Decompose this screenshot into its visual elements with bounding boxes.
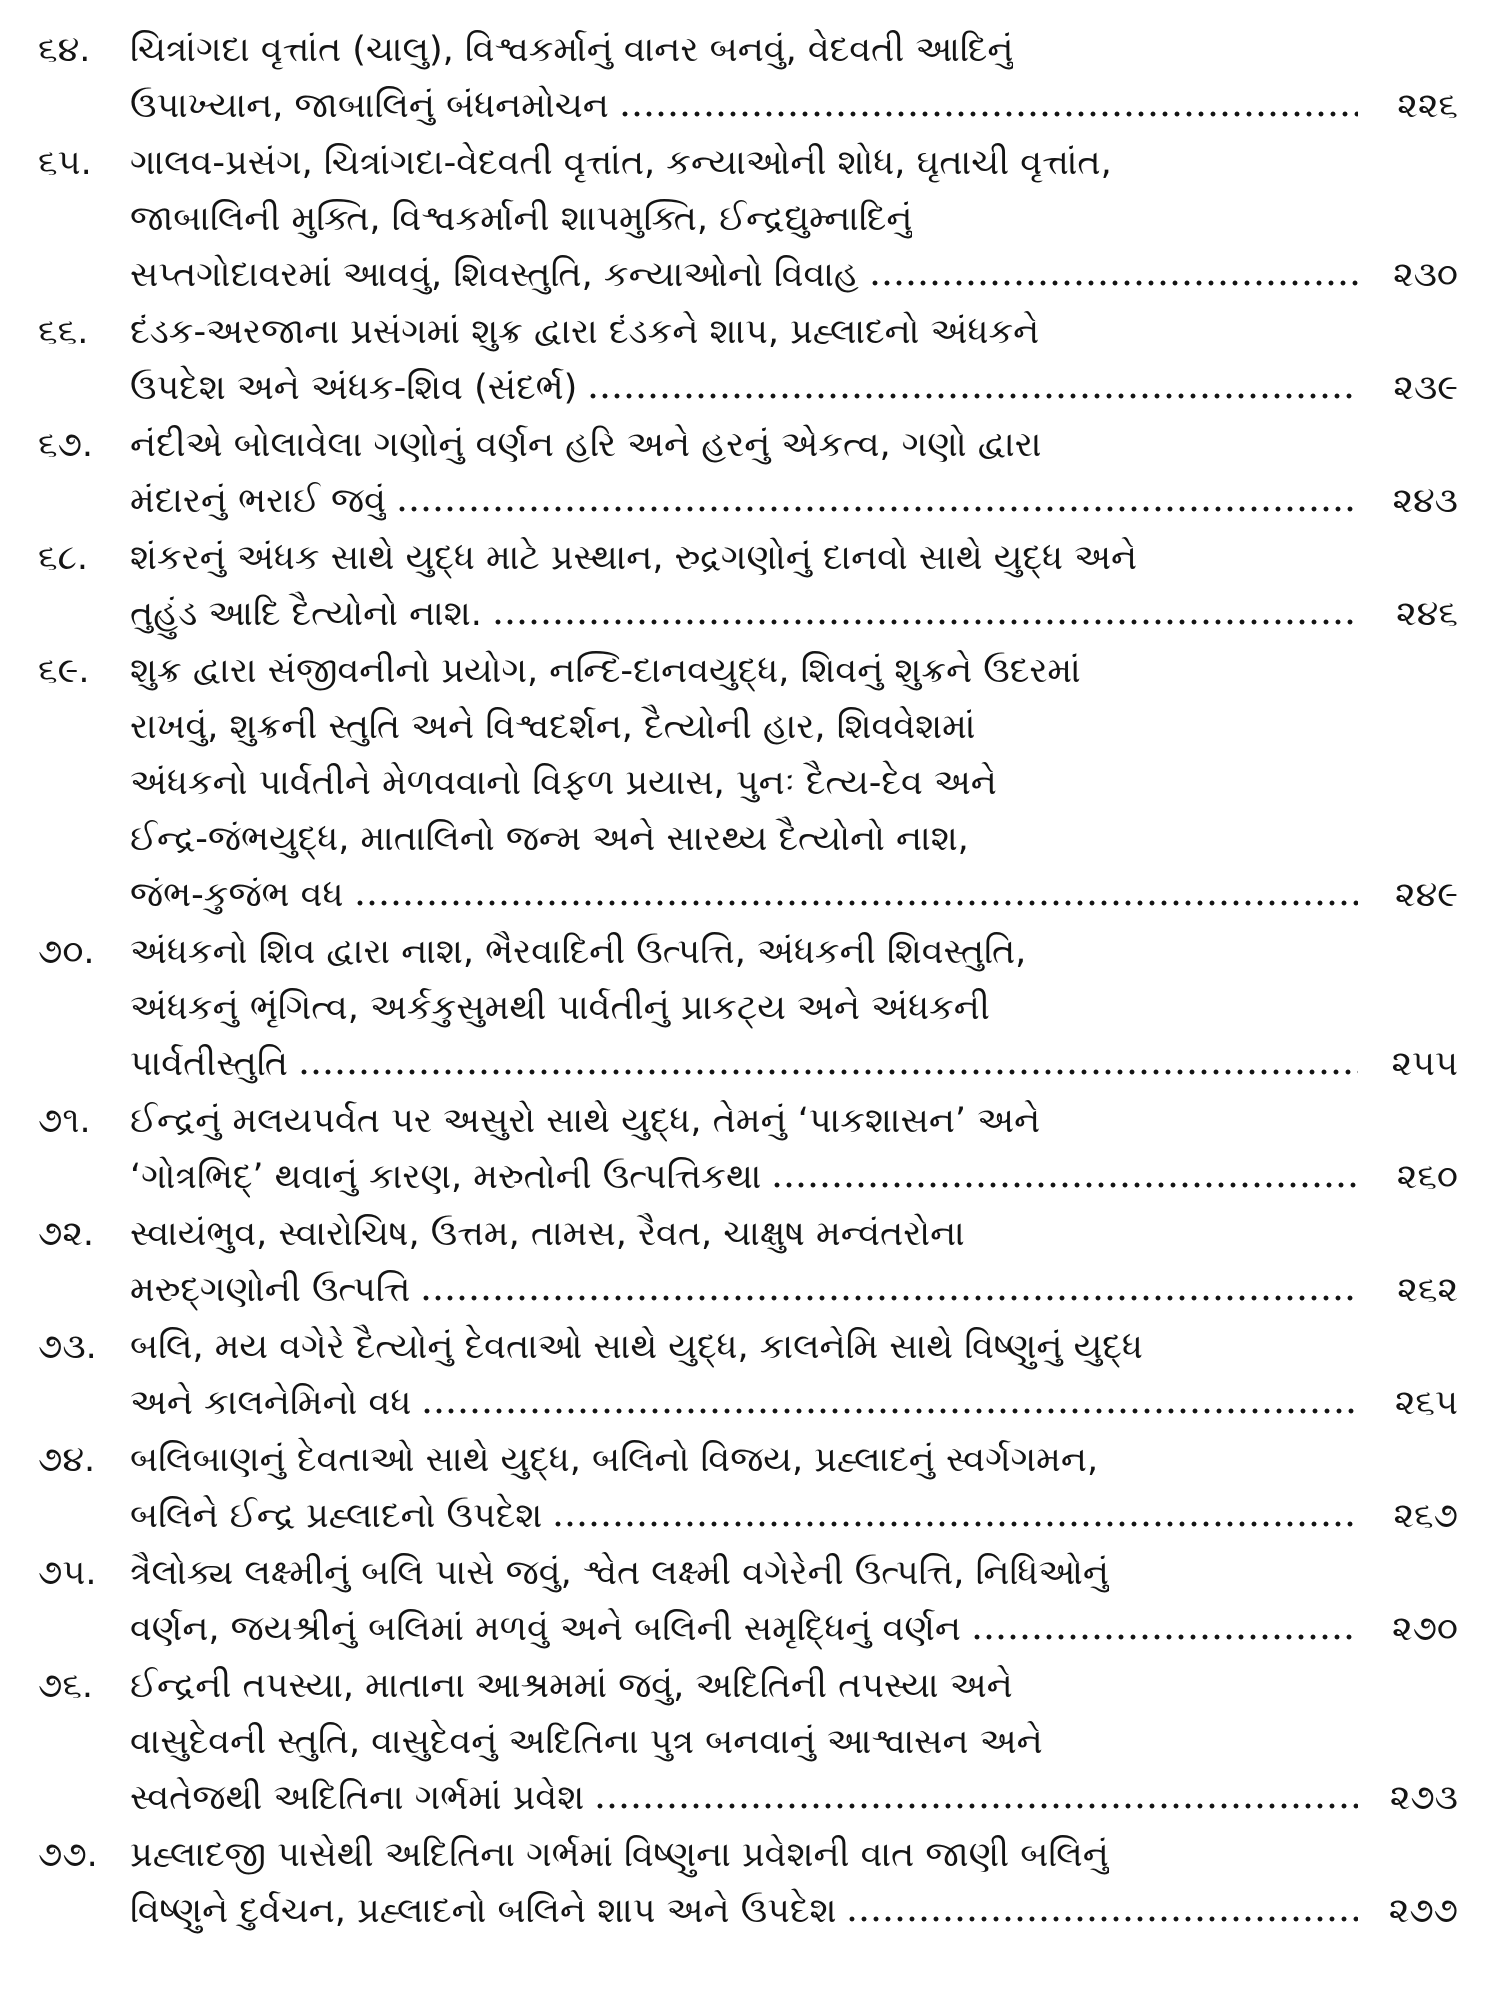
toc-line [38,1883,1458,1939]
chapter-title-line: મરુદ્ગણોની ઉત્પત્તિ [130,1270,411,1310]
toc-entry [38,1545,1458,1657]
toc-line [38,811,1458,867]
chapter-title-line: ઈન્દ્ર-જંભયુદ્ધ, માતાલિનો જન્મ અને સારથ્ય દૈત્યોનો નાશ, [130,819,969,859]
toc-line [38,1375,1458,1431]
chapter-number: ૭૭. [38,1835,98,1875]
toc-entry [38,1432,1458,1544]
chapter-number: ૭૫. [38,1553,97,1593]
page-number: ૨૪૯ [1395,875,1458,915]
toc-line [38,699,1458,755]
page-number: ૨૩૯ [1393,368,1458,408]
chapter-title-line: ઉપદેશ અને અંધક-શિવ (સંદર્ભ) [130,368,578,408]
toc-line [38,1319,1458,1375]
toc-line [38,191,1458,247]
toc-line [38,135,1458,191]
page-number: ૨૬૨ [1397,1270,1458,1310]
dot-leader [420,1294,1358,1302]
toc-entry [38,1827,1458,1939]
toc-line [38,78,1458,134]
dot-leader [298,1068,1358,1076]
toc-line [38,1036,1458,1092]
dot-leader [846,1915,1358,1923]
toc-entry [38,1319,1458,1431]
dot-leader [771,1181,1358,1189]
toc-entry [38,1093,1458,1205]
chapter-title-line: જંભ-કુજંભ વધ [130,875,344,915]
dot-leader [869,279,1358,287]
chapter-title-line: સપ્તગોદાવરમાં આવવું, શિવસ્તુતિ, કન્યાઓનો વિવાહ [130,255,859,295]
chapter-number: ૭૦. [38,932,95,972]
toc-line [38,1770,1458,1826]
chapter-title-line: ચિત્રાંગદા વૃત્તાંત (ચાલુ), વિશ્વકર્માનું વાનર બનવું, વેદવતી આદિનું [130,30,1014,70]
toc-line [38,1262,1458,1318]
toc-line [38,247,1458,303]
chapter-number: ૬૫. [38,143,92,183]
chapter-title-line: મંદારનું ભરાઈ જવું [130,481,386,521]
toc-entry [38,924,1458,1092]
page-number: ૨૩૦ [1393,255,1458,295]
chapter-title-line: પ્રહ્લાદજી પાસેથી અદિતિના ગર્ભમાં વિષ્ણુના પ્રવેશની વાત જાણી બલિનું [130,1835,1109,1875]
chapter-title-line: અંધકનો શિવ દ્વારા નાશ, ભૈરવાદિની ઉત્પત્તિ, અંધકની શિવસ્તુતિ, [130,932,1027,972]
toc-entry [38,22,1458,134]
chapter-title-line: જાબાલિની મુક્તિ, વિશ્વકર્માની શાપમુક્તિ, ઈન્દ્રદ્યુમ્નાદિનું [130,199,913,239]
chapter-title-line: ત્રૈલોક્ય લક્ષ્મીનું બલિ પાસે જવું, શ્વેત લક્ષ્મી વગેરેની ઉત્પત્તિ, નિધિઓનું [130,1553,1110,1593]
toc-entry [38,304,1458,416]
toc-entry [38,1206,1458,1318]
toc-line [38,1488,1458,1544]
toc-line [38,1093,1458,1149]
dot-leader [619,110,1358,118]
page-number: ૨૭૭ [1388,1891,1458,1931]
toc-line [38,22,1458,78]
chapter-title-line: સ્વાયંભુવ, સ્વારોચિષ, ઉત્તમ, તામસ, રૈવત, ચાક્ષુષ મન્વંતરોના [130,1214,965,1254]
chapter-title-line: શુક્ર દ્વારા સંજીવનીનો પ્રયોગ, નન્દિ-દાનવયુદ્ધ, શિવનું શુક્રને ઉદરમાં [130,651,1081,691]
chapter-number: ૭૪. [38,1440,96,1480]
page-number: ૨૪૩ [1392,481,1458,521]
toc-line [38,755,1458,811]
toc-line [38,586,1458,642]
toc-line [38,1658,1458,1714]
toc-line [38,643,1458,699]
chapter-number: ૬૬. [38,312,89,352]
toc-line [38,473,1458,529]
toc-entry [38,643,1458,923]
page-number: ૨૭૦ [1392,1609,1458,1649]
toc-line [38,1714,1458,1770]
chapter-number: ૭૩. [38,1327,97,1367]
chapter-title-line: ‘ગોત્રભિદ્’ થવાનું કારણ, મરુતોની ઉત્પત્તિકથા [130,1157,762,1197]
chapter-title-line: ઈન્દ્રનું મલયપર્વત પર અસુરો સાથે યુદ્ધ, તેમનું ‘પાકશાસન’ અને [130,1101,1041,1141]
page-number: ૨૬૭ [1393,1496,1458,1536]
chapter-title-line: બલિ, મય વગેરે દૈત્યોનું દેવતાઓ સાથે યુદ્ધ, કાલનેમિ સાથે વિષ્ણુનું યુદ્ધ [130,1327,1143,1367]
toc-line [38,1601,1458,1657]
dot-leader [594,1802,1358,1810]
chapter-title-line: વાસુદેવની સ્તુતિ, વાસુદેવનું અદિતિના પુત્ર બનવાનું આશ્વાસન અને [130,1722,1043,1762]
toc-line [38,530,1458,586]
dot-leader [587,392,1358,400]
dot-leader [354,899,1359,907]
chapter-title-line: વર્ણન, જયશ્રીનું બલિમાં મળવું અને બલિની સમૃદ્ધિનું વર્ણન [130,1609,961,1649]
chapter-title-line: ઈન્દ્રની તપસ્યા, માતાના આશ્રમમાં જવું, અદિતિની તપસ્યા અને [130,1666,1013,1706]
toc-entry [38,417,1458,529]
chapter-number: ૬૯. [38,651,90,691]
chapter-number: ૬૪. [38,30,91,70]
page-number: ૨૫૫ [1391,1044,1458,1084]
chapter-title-line: શંકરનું અંધક સાથે યુદ્ધ માટે પ્રસ્થાન, રુદ્રગણોનું દાનવો સાથે યુદ્ધ અને [130,538,1138,578]
chapter-number: ૭૧. [38,1101,91,1141]
chapter-number: ૬૭. [38,425,94,465]
page-number: ૨૨૬ [1397,86,1458,126]
chapter-number: ૭૬. [38,1666,94,1706]
toc-line [38,867,1458,923]
table-of-contents [38,22,1458,1940]
chapter-title-line: દંડક-અરજાના પ્રસંગમાં શુક્ર દ્વારા દંડકને શાપ, પ્રહ્લાદનો અંધકને [130,312,1040,352]
dot-leader [492,618,1358,626]
toc-line [38,924,1458,980]
chapter-title-line: બલિબાણનું દેવતાઓ સાથે યુદ્ધ, બલિનો વિજય, પ્રહ્લાદનું સ્વર્ગગમન, [130,1440,1099,1480]
chapter-title-line: ઉપાખ્યાન, જાબાલિનું બંધનમોચન [130,86,609,126]
chapter-title-line: વિષ્ણુને દુર્વચન, પ્રહ્લાદનો બલિને શાપ અને ઉપદેશ [130,1891,837,1931]
toc-entry [38,1658,1458,1826]
toc-line [38,1827,1458,1883]
page-number: ૨૬૫ [1394,1383,1458,1423]
chapter-title-line: સ્વતેજથી અદિતિના ગર્ભમાં પ્રવેશ [130,1778,585,1818]
chapter-number: ૭૨. [38,1214,94,1254]
page-number: ૨૭૩ [1389,1778,1458,1818]
chapter-number: ૬૮. [38,538,88,578]
toc-line [38,417,1458,473]
chapter-title-line: અંધકનું ભૃંગિત્વ, અર્કકુસુમથી પાર્વતીનું પ્રાકટ્ય અને અંધકની [130,988,990,1028]
toc-line [38,1545,1458,1601]
toc-line [38,360,1458,416]
toc-line [38,1432,1458,1488]
dot-leader [552,1520,1358,1528]
chapter-title-line: અને કાલનેમિનો વધ [130,1383,412,1423]
dot-leader [396,505,1358,513]
toc-line [38,304,1458,360]
chapter-title-line: ગાલવ-પ્રસંગ, ચિત્રાંગદા-વેદવતી વૃત્તાંત, કન્યાઓની શોધ, ઘૃતાચી વૃત્તાંત, [130,143,1112,183]
toc-entry [38,530,1458,642]
chapter-title-line: રાખવું, શુક્રની સ્તુતિ અને વિશ્વદર્શન, દૈત્યોની હાર, શિવવેશમાં [130,707,976,747]
toc-entry [38,135,1458,303]
toc-line [38,1206,1458,1262]
chapter-title-line: પાર્વતીસ્તુતિ [130,1044,288,1084]
toc-line [38,980,1458,1036]
toc-line [38,1149,1458,1205]
chapter-title-line: અંધકનો પાર્વતીને મેળવવાનો વિફળ પ્રયાસ, પુનઃ દૈત્ય-દેવ અને [130,763,997,803]
chapter-title-line: બલિને ઈન્દ્ર પ્રહ્લાદનો ઉપદેશ [130,1496,543,1536]
dot-leader [971,1633,1358,1641]
page-number: ૨૬૦ [1396,1157,1458,1197]
chapter-title-line: નંદીએ બોલાવેલા ગણોનું વર્ણન હરિ અને હરનું એકત્વ, ગણો દ્વારા [130,425,1042,465]
dot-leader [421,1407,1358,1415]
page-number: ૨૪૬ [1396,594,1458,634]
chapter-title-line: તુહુંડ આદિ દૈત્યોનો નાશ. [130,594,482,634]
